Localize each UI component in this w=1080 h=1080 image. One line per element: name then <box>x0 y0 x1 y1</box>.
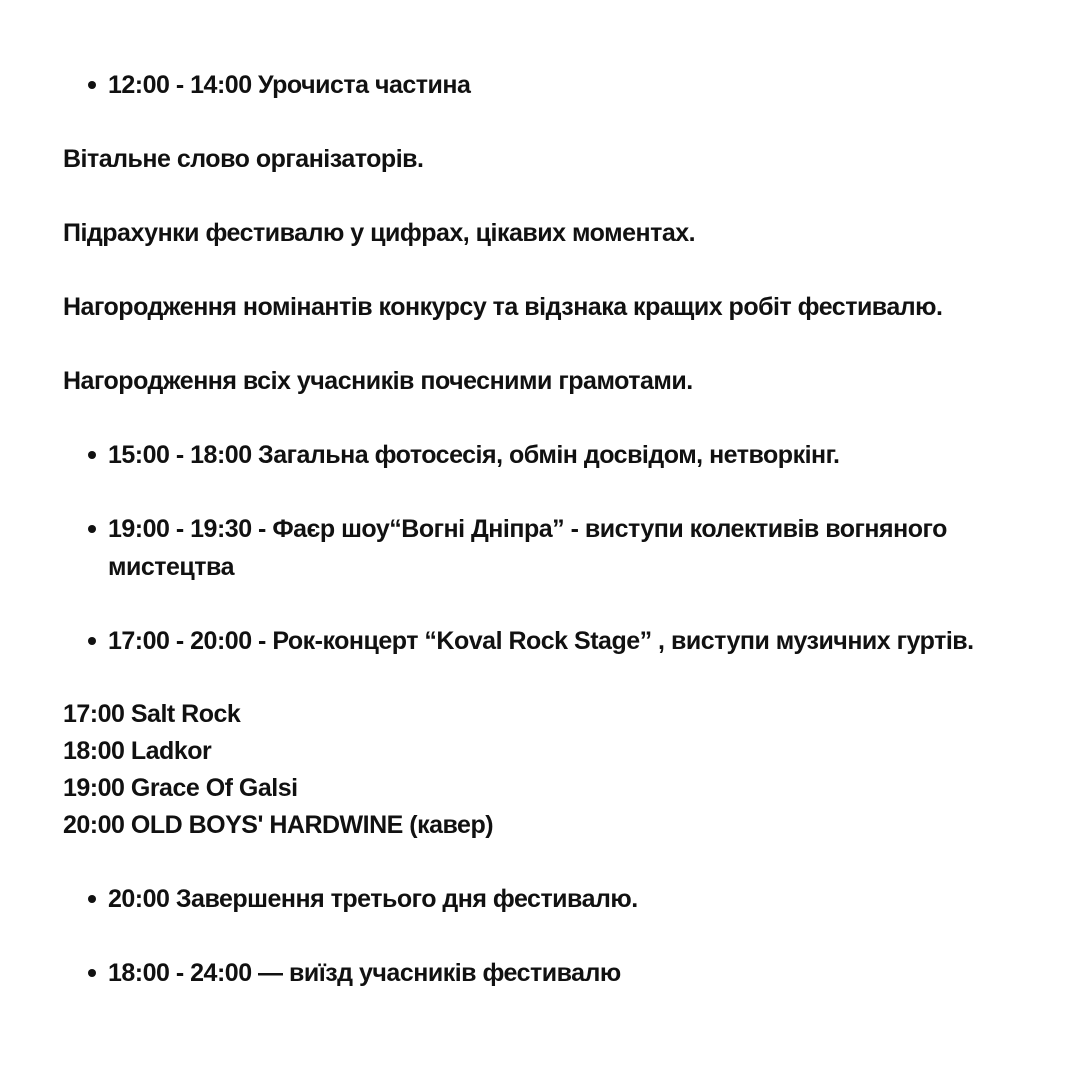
fire-show-bullet-text: 19:00 - 19:30 - Фаєр шоу“Вогні Дніпра” - виступи колективів вогняного мистецтва <box>108 515 947 581</box>
bullet-item-day-closing <box>63 880 1022 918</box>
rock-concert-bullet-text: 17:00 - 20:00 - Рок-концерт “Koval Rock Stage” , виступи музичних гуртів. <box>108 627 974 655</box>
paragraph-awards-participants: Нагородження всіх учасників почесними грамотами. <box>63 367 693 395</box>
bullet-item-fire-show <box>63 510 1022 586</box>
bullet-dot-icon <box>88 969 96 977</box>
bullet-dot-icon <box>88 81 96 89</box>
bullet-dot-icon <box>88 451 96 459</box>
rock-lineup-list <box>63 696 1022 844</box>
evening-bullet-list <box>63 880 1022 992</box>
ceremony-bullet-list <box>63 66 1022 104</box>
lineup-item-grace-of-galsi: 19:00 Grace Of Galsi <box>63 774 298 802</box>
bullet-dot-icon <box>88 525 96 533</box>
bullet-item-departure <box>63 954 1022 992</box>
bullet-dot-icon <box>88 637 96 645</box>
bullet-dot-icon <box>88 895 96 903</box>
lineup-item-ladkor: 18:00 Ladkor <box>63 737 212 765</box>
day-closing-bullet-text: 20:00 Завершення третього дня фестивалю. <box>108 885 638 913</box>
bullet-item-rock-concert <box>63 622 1022 660</box>
paragraph-festival-numbers: Підрахунки фестивалю у цифрах, цікавих моментах. <box>63 219 696 247</box>
bullet-item-ceremony <box>63 66 1022 104</box>
paragraph-awards-nominees: Нагородження номінантів конкурсу та відзнака кращих робіт фестивалю. <box>63 293 943 321</box>
departure-bullet-text: 18:00 - 24:00 — виїзд учасників фестивалю <box>108 959 621 987</box>
ceremony-bullet-text: 12:00 - 14:00 Урочиста частина <box>108 71 471 99</box>
paragraph-welcome-speech: Вітальне слово організаторів. <box>63 145 424 173</box>
bullet-item-photosession <box>63 436 1022 474</box>
afternoon-bullet-list <box>63 436 1022 660</box>
lineup-item-old-boys-hardwine: 20:00 OLD BOYS' HARDWINE (кавер) <box>63 811 494 839</box>
lineup-item-salt-rock: 17:00 Salt Rock <box>63 700 241 728</box>
photosession-bullet-text: 15:00 - 18:00 Загальна фотосесія, обмін досвідом, нетворкінг. <box>108 441 840 469</box>
